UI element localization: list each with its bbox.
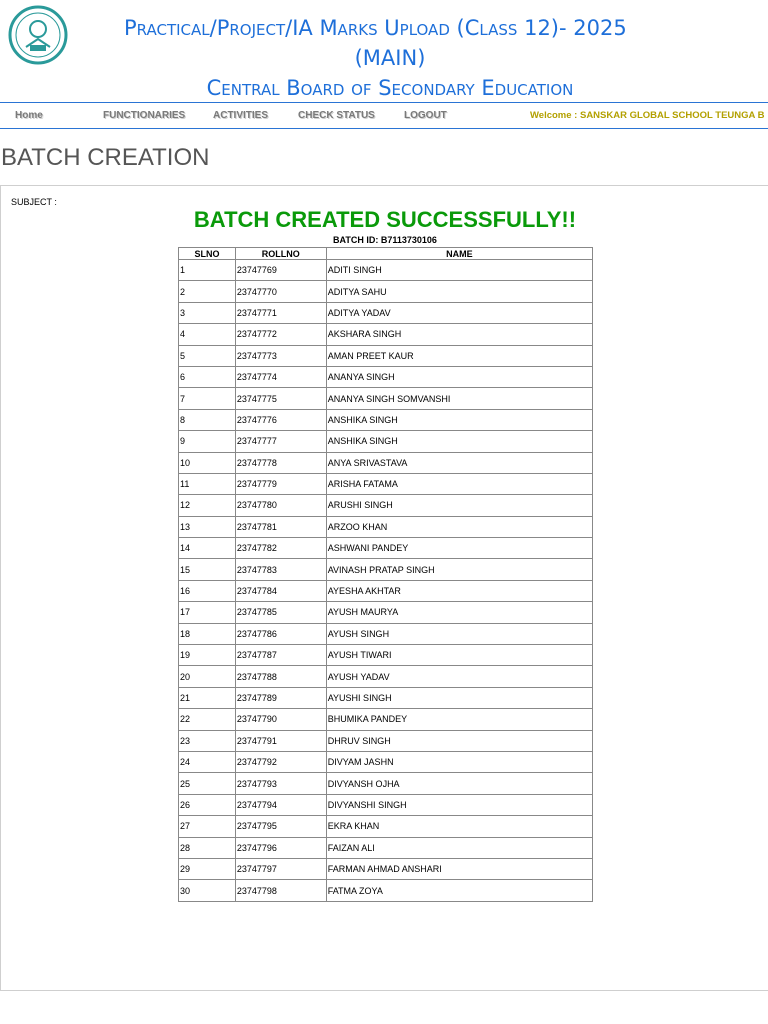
cell-slno: 21 (179, 687, 236, 708)
cell-slno: 29 (179, 858, 236, 879)
table-row (179, 666, 593, 687)
cell-name: EKRA KHAN (326, 816, 592, 837)
cell-rollno: 23747781 (235, 516, 326, 537)
cell-rollno: 23747782 (235, 538, 326, 559)
cell-rollno: 23747772 (235, 324, 326, 345)
cell-slno: 4 (179, 324, 236, 345)
student-table (178, 247, 593, 902)
cell-rollno: 23747778 (235, 452, 326, 473)
table-row (179, 516, 593, 537)
cell-name: ADITYA YADAV (326, 302, 592, 323)
cell-name: BHUMIKA PANDEY (326, 709, 592, 730)
table-row (179, 730, 593, 751)
cell-name: FAIZAN ALI (326, 837, 592, 858)
cell-name: FARMAN AHMAD ANSHARI (326, 858, 592, 879)
cell-name: AYESHA AKHTAR (326, 580, 592, 601)
cell-rollno: 23747787 (235, 645, 326, 666)
cell-slno: 12 (179, 495, 236, 516)
table-row (179, 794, 593, 815)
table-row (179, 709, 593, 730)
table-row (179, 409, 593, 430)
cell-rollno: 23747783 (235, 559, 326, 580)
table-row (179, 837, 593, 858)
cell-name: AKSHARA SINGH (326, 324, 592, 345)
cell-rollno: 23747798 (235, 880, 326, 901)
table-row (179, 773, 593, 794)
cell-name: AYUSHI SINGH (326, 687, 592, 708)
cell-name: ANYA SRIVASTAVA (326, 452, 592, 473)
cell-rollno: 23747769 (235, 260, 326, 281)
cell-slno: 28 (179, 837, 236, 858)
cell-name: DIVYAM JASHN (326, 751, 592, 772)
board-name: Central Board of Secondary Education (206, 76, 574, 100)
cell-slno: 13 (179, 516, 236, 537)
cell-rollno: 23747785 (235, 602, 326, 623)
cell-slno: 24 (179, 751, 236, 772)
cell-name: ADITI SINGH (326, 260, 592, 281)
cell-rollno: 23747779 (235, 473, 326, 494)
cell-rollno: 23747780 (235, 495, 326, 516)
page-header (0, 0, 768, 102)
cell-slno: 6 (179, 366, 236, 387)
cell-rollno: 23747793 (235, 773, 326, 794)
cell-rollno: 23747774 (235, 366, 326, 387)
nav-activities[interactable]: ACTIVITIES (213, 110, 269, 121)
table-row (179, 559, 593, 580)
nav-check-status[interactable]: CHECK STATUS (298, 110, 375, 121)
table-row (179, 880, 593, 901)
cell-slno: 11 (179, 473, 236, 494)
main-navbar (0, 102, 768, 129)
table-row (179, 324, 593, 345)
cell-slno: 23 (179, 730, 236, 751)
cell-rollno: 23747797 (235, 858, 326, 879)
portal-subtitle: (MAIN) (354, 46, 426, 70)
cell-slno: 1 (179, 260, 236, 281)
cell-slno: 25 (179, 773, 236, 794)
cell-rollno: 23747771 (235, 302, 326, 323)
table-row (179, 495, 593, 516)
cell-slno: 17 (179, 602, 236, 623)
cell-name: ANANYA SINGH (326, 366, 592, 387)
subject-label: SUBJECT : (11, 197, 57, 207)
table-row (179, 580, 593, 601)
cell-rollno: 23747790 (235, 709, 326, 730)
cell-name: ANSHIKA SINGH (326, 409, 592, 430)
cell-rollno: 23747773 (235, 345, 326, 366)
table-row (179, 366, 593, 387)
cell-slno: 9 (179, 431, 236, 452)
cell-slno: 27 (179, 816, 236, 837)
welcome-text: Welcome : SANSKAR GLOBAL SCHOOL TEUNGA B (530, 110, 765, 121)
cell-name: DIVYANSHI SINGH (326, 794, 592, 815)
cell-rollno: 23747789 (235, 687, 326, 708)
table-row (179, 687, 593, 708)
table-row (179, 260, 593, 281)
table-row (179, 858, 593, 879)
cell-name: AMAN PREET KAUR (326, 345, 592, 366)
cell-name: AVINASH PRATAP SINGH (326, 559, 592, 580)
table-row (179, 345, 593, 366)
nav-functionaries[interactable]: FUNCTIONARIES (103, 110, 186, 121)
cell-rollno: 23747784 (235, 580, 326, 601)
cell-slno: 18 (179, 623, 236, 644)
cell-slno: 10 (179, 452, 236, 473)
cell-slno: 26 (179, 794, 236, 815)
cell-slno: 3 (179, 302, 236, 323)
success-message: BATCH CREATED SUCCESSFULLY!! (193, 207, 577, 232)
cell-name: ARISHA FATAMA (326, 473, 592, 494)
table-row (179, 751, 593, 772)
table-row (179, 388, 593, 409)
cell-rollno: 23747770 (235, 281, 326, 302)
cell-rollno: 23747776 (235, 409, 326, 430)
table-row (179, 645, 593, 666)
cell-name: ARZOO KHAN (326, 516, 592, 537)
table-row (179, 452, 593, 473)
cell-name: ARUSHI SINGH (326, 495, 592, 516)
cell-name: ASHWANI PANDEY (326, 538, 592, 559)
table-row (179, 538, 593, 559)
cell-slno: 15 (179, 559, 236, 580)
cell-rollno: 23747796 (235, 837, 326, 858)
cell-rollno: 23747792 (235, 751, 326, 772)
cell-rollno: 23747777 (235, 431, 326, 452)
nav-home[interactable]: Home (15, 110, 43, 121)
cell-slno: 30 (179, 880, 236, 901)
cell-slno: 20 (179, 666, 236, 687)
cell-name: DHRUV SINGH (326, 730, 592, 751)
cell-rollno: 23747795 (235, 816, 326, 837)
cell-slno: 8 (179, 409, 236, 430)
cell-rollno: 23747794 (235, 794, 326, 815)
table-row (179, 431, 593, 452)
batch-panel (0, 185, 768, 991)
cell-slno: 7 (179, 388, 236, 409)
cell-rollno: 23747775 (235, 388, 326, 409)
portal-title: Practical/Project/IA Marks Upload (Class 12)- 2025 (124, 16, 627, 40)
column-header-slno: SLNO (179, 248, 236, 260)
cell-name: AYUSH SINGH (326, 623, 592, 644)
cell-slno: 14 (179, 538, 236, 559)
cell-slno: 22 (179, 709, 236, 730)
cell-slno: 19 (179, 645, 236, 666)
cell-name: DIVYANSH OJHA (326, 773, 592, 794)
cell-slno: 16 (179, 580, 236, 601)
table-row (179, 816, 593, 837)
cell-name: AYUSH MAURYA (326, 602, 592, 623)
nav-logout[interactable]: LOGOUT (404, 110, 447, 121)
cell-rollno: 23747791 (235, 730, 326, 751)
cell-name: AYUSH TIWARI (326, 645, 592, 666)
column-header-rollno: ROLLNO (235, 248, 326, 260)
table-row (179, 602, 593, 623)
column-header-name: NAME (326, 248, 592, 260)
cell-name: ANSHIKA SINGH (326, 431, 592, 452)
batch-id: BATCH ID: B7113730106 (333, 235, 437, 245)
table-row (179, 302, 593, 323)
table-row (179, 473, 593, 494)
cell-name: AYUSH YADAV (326, 666, 592, 687)
cell-name: FATMA ZOYA (326, 880, 592, 901)
table-row (179, 281, 593, 302)
cell-rollno: 23747788 (235, 666, 326, 687)
cell-slno: 5 (179, 345, 236, 366)
cell-rollno: 23747786 (235, 623, 326, 644)
cell-slno: 2 (179, 281, 236, 302)
table-row (179, 623, 593, 644)
table-header-row (179, 248, 593, 260)
page-title: BATCH CREATION (1, 144, 210, 171)
cell-name: ANANYA SINGH SOMVANSHI (326, 388, 592, 409)
cell-name: ADITYA SAHU (326, 281, 592, 302)
